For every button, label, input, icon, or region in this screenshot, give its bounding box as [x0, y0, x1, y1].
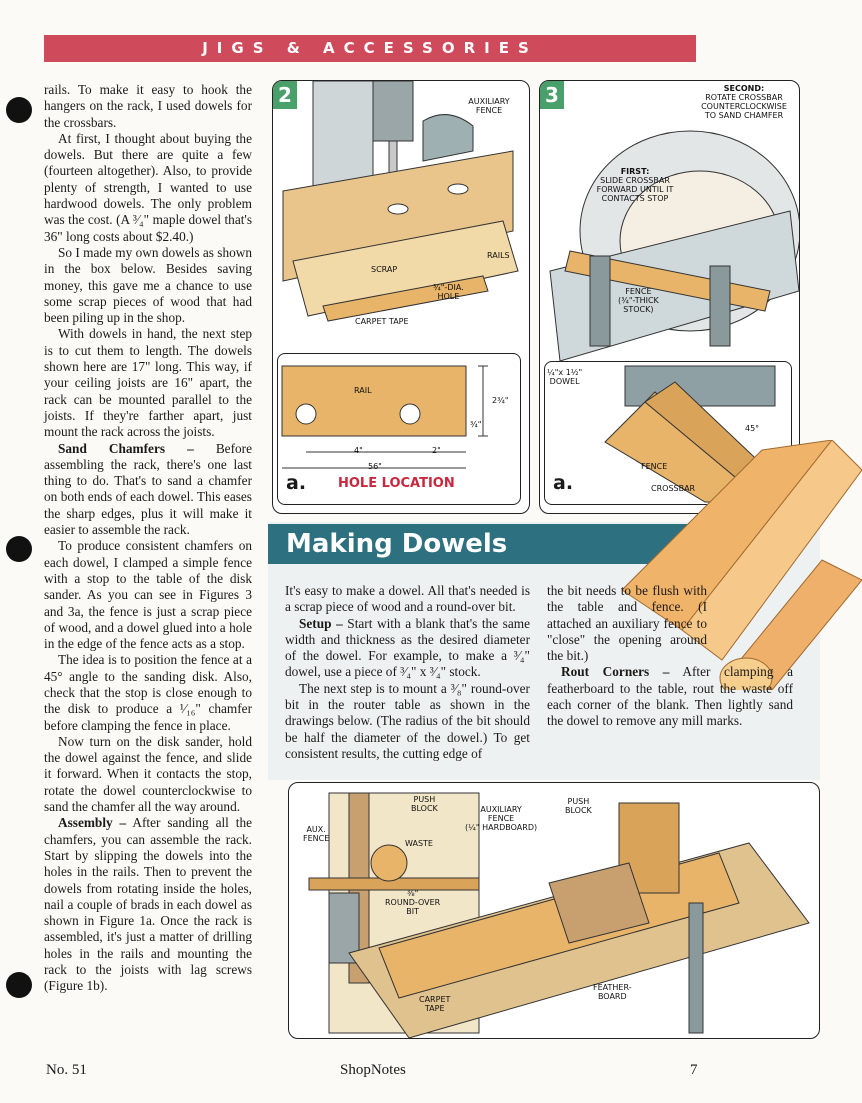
paragraph: So I made my own dowels as shown in the box below. Besides saving money, this gave me a chance to use some scrap pieces of wood that had been piling up in the shop.	[44, 244, 252, 326]
first-head: FIRST:	[620, 167, 650, 176]
paragraph: rails. To make it easy to hook the hangers on the rack, I used dowels for the crossbars.	[44, 82, 252, 130]
footer-issue: No. 51	[46, 1062, 87, 1078]
second-body: ROTATE CROSSBAR COUNTERCLOCKWISE TO SAND CHAMFER	[701, 93, 787, 120]
section-banner: JIGS & ACCESSORIES	[44, 35, 696, 62]
figure-number: 2	[273, 81, 297, 109]
paragraph-body: Start with a blank that's the same width and thickness as the desired diameter of the dowel. For example, to make a ³⁄₄" dowel, use a piece of ³⁄₄" x ³⁄₄" stock.	[285, 615, 530, 680]
hole-location-inset	[277, 353, 521, 505]
paragraph	[547, 664, 793, 729]
paragraph: It's easy to make a dowel. All that's needed is a scrap piece of wood and a round-over bit.	[285, 583, 530, 615]
disk-sander-illustration	[540, 81, 799, 371]
fence-label: FENCE (¾"-THICK STOCK)	[618, 287, 659, 314]
angle-label: 45°	[745, 424, 760, 433]
push-block-label: PUSH BLOCK	[411, 795, 438, 813]
featherboard-label: FEATHER- BOARD	[593, 983, 632, 1001]
aux-fence-label: AUXILIARY FENCE	[468, 97, 510, 115]
router-table-figure	[288, 782, 820, 1039]
making-dowels-column-2	[547, 583, 793, 730]
router-table-illustration	[289, 783, 819, 1038]
paragraph-body: After sanding all the chamfers, you can assemble the rack. Start by slipping the dowels into the holes in the rails. Then to prevent the dowels from rotating inside the holes, nail a couple of brads in each dowel as shown in Figure 1a. Once the rack is assembled, it's just a matter of drilling holes in the rails and mounting the rack to the joists with lag screws (Figure 1b).	[44, 815, 252, 994]
run-in-heading: Setup –	[299, 615, 343, 631]
aux-fence-hardboard-label: AUXILIARY FENCE (¼" HARDBOARD)	[465, 805, 538, 832]
carpet-tape-label: CARPET TAPE	[419, 995, 451, 1013]
second-head: SECOND:	[723, 84, 765, 93]
crossbar-label: CROSSBAR	[651, 484, 696, 493]
footer-page-number: 7	[690, 1062, 698, 1078]
paragraph: the bit needs to be flush with the table and fence. (I attached an auxiliary fence to "close" the opening around the bit.)	[547, 583, 707, 664]
rail-label: RAIL	[354, 386, 372, 395]
binder-hole-middle	[6, 536, 32, 562]
making-dowels-title: Making Dowels	[268, 524, 708, 564]
aux-fence-label: AUX. FENCE	[303, 825, 330, 843]
fence-inset-label: FENCE	[641, 462, 668, 471]
paragraph: With dowels in hand, the next step is to cut them to length. The dowels shown here are 17" long. This way, if your ceiling joists are 16" apart, the rack can be mounted parallel to the joists. If they're farther apart, just mount the rack across the joists.	[44, 326, 252, 440]
first-body: SLIDE CROSSBAR FORWARD UNTIL IT CONTACTS STOP	[596, 176, 674, 203]
binder-hole-top	[6, 97, 32, 123]
scrap-label: SCRAP	[371, 265, 398, 274]
first-step-label	[580, 167, 690, 203]
paragraph	[285, 616, 530, 681]
paragraph: At first, I thought about buying the dowels. But there are quite a few (fourteen altogether). Also, to provide plenty of strength, I wanted to use hardwood dowels. The only problem was the cost. (A ³⁄₄" maple dowel that's 36" long costs about $2.40.)	[44, 130, 252, 244]
run-in-heading: Sand Chamfers –	[58, 440, 194, 456]
figure-2	[272, 80, 530, 514]
dim-spacing: 4"	[354, 446, 363, 455]
paragraph-body: Before assembling the rack, there's one last thing to do. That's to sand a chamfer on both ends of each dowel. This eases the sharp edges, plus it will make it easier to assemble the rack.	[44, 440, 252, 538]
dim-end: 2"	[432, 446, 441, 455]
dim-height: 2¾"	[492, 396, 509, 405]
paragraph-body: After clamping a featherboard to the table, rout the waste off each corner of the blank. Then lightly sand the dowel to remove any mill marks.	[547, 664, 793, 729]
paragraph: The idea is to position the fence at a 45° angle to the sanding disk. Also, check that the stop is close enough to the disk to produce a ¹⁄₁₆" chamfer before clamping the fence in place.	[44, 652, 252, 733]
paragraph	[44, 441, 252, 539]
binder-hole-bottom	[6, 972, 32, 998]
footer-magazine: ShopNotes	[340, 1062, 406, 1078]
paragraph: To produce consistent chamfers on each dowel, I clamped a simple fence with a stop to the table of the disk sander. As you can see in Figures 3 and 3a, the fence is just a scrap piece of wood, and a dowel glued into a hole in the edge of the fence acts as a stop.	[44, 538, 252, 652]
rail-dimension-drawing	[278, 354, 520, 484]
run-in-heading: Rout Corners –	[561, 664, 670, 680]
waste-label: WASTE	[405, 839, 433, 848]
dim-offset: ¾"	[470, 420, 482, 429]
inset-letter: a.	[286, 472, 307, 494]
rails-label: RAILS	[487, 251, 510, 260]
hole-location-caption: HOLE LOCATION	[338, 476, 455, 491]
making-dowels-column-1	[285, 583, 530, 762]
carpet-tape-label: CARPET TAPE	[355, 317, 409, 326]
push-block-label-b: PUSH BLOCK	[565, 797, 592, 815]
article-column-1	[44, 82, 252, 995]
dim-length: 56"	[368, 462, 382, 471]
round-over-bit-label: ⅜" ROUND-OVER BIT	[385, 889, 441, 916]
hole-label: ¾"-DIA. HOLE	[433, 283, 464, 301]
second-step-label	[690, 84, 798, 120]
paragraph: Now turn on the disk sander, hold the dowel against the fence, and slide it forward. When it contacts the stop, rotate the dowel counterclockwise to sand the chamfer all the way around.	[44, 733, 252, 815]
run-in-heading: Assembly –	[58, 815, 127, 831]
paragraph	[44, 815, 252, 994]
dowel-label: ¼"x 1½" DOWEL	[547, 368, 583, 386]
figure-number: 3	[540, 81, 564, 109]
inset-letter: a.	[553, 472, 574, 494]
paragraph: The next step is to mount a ³⁄₈" round-over bit in the router table as shown in the drawings below. (The radius of the bit should be half the diameter of the dowel.) To get consistent results, the cutting edge of	[285, 680, 530, 761]
